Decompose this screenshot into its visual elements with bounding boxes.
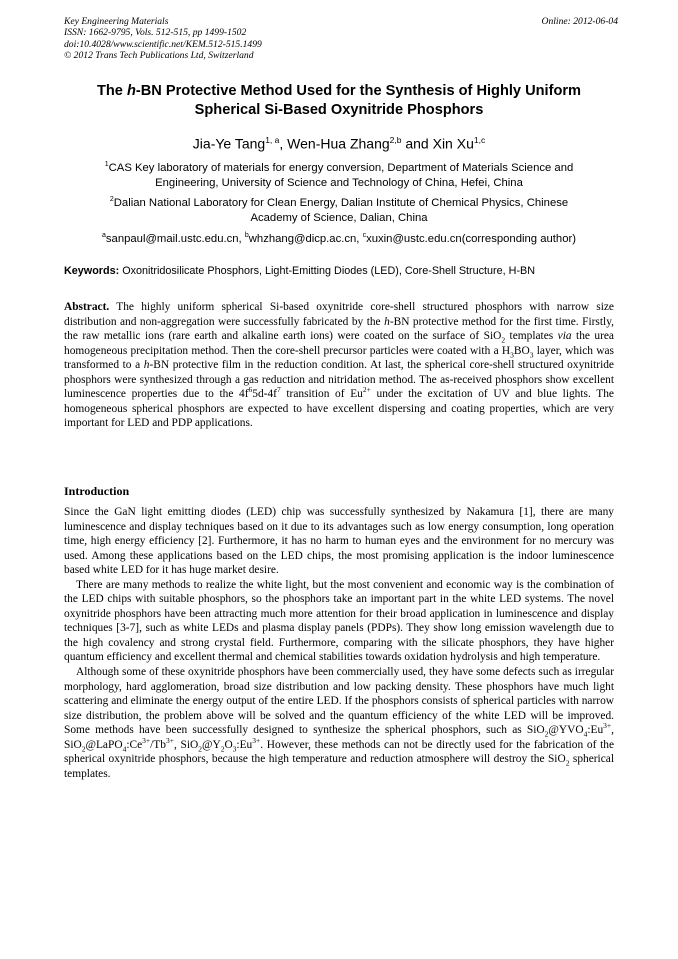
title-line1: -BN Protective Method Used for the Synthesis of Highly Uniform	[135, 83, 582, 99]
intro-paragraph-1: Since the GaN light emitting diodes (LED) chip was successfully synthesized by Nakamura [1], there are many luminescence and display techniques based on it due to its advantages such as low energy consumption, long operation time, high energy efficiency [2]. Furthermore, it has no harm to human eyes and the environment for no mercury was used. Among these applications based on the LED chips, the most promising application is the indoor luminescence based white LED for it has huge market desire.	[64, 506, 614, 577]
journal-name: Key Engineering Materials	[64, 16, 169, 27]
introduction-body	[64, 505, 614, 781]
p3-sup: 3+	[252, 735, 261, 745]
p3-text: , SiO	[64, 724, 614, 751]
title-pre: The	[96, 83, 127, 99]
p3-text: :Eu	[236, 738, 253, 751]
aff-text: CAS Key laboratory of materials for energy conversion, Department of Materials Science and	[108, 161, 574, 174]
p3-text: /Tb	[150, 738, 166, 751]
abstract-text: -BN protective method for the first time. Firstly, the raw metallic ions (rare earth and alkaline earth ions) were coated on the surface of SiO	[64, 315, 614, 343]
title-italic: h	[126, 83, 136, 99]
abstract-text: templates	[505, 330, 558, 343]
p3-text: Although some of these oxynitride phosphors have been commercially used, they have some defects such as irregular morphology, hard agglomeration, broad size distribution and low packing density. These phosphors have much light scattering and eliminate the energy output of the entire LED. If the phosphors consists of spherical particles with narrow size distribution, the problem above will be solved and the quantum efficiency of the white LED will be improved. Some methods have been successfully designed to synthesize the spherical phosphors, such as SiO	[64, 666, 614, 737]
author-3: Xin Xu	[432, 135, 474, 152]
author-3-sup: 1,c	[473, 135, 486, 145]
abstract-text: The highly uniform spherical Si-based oxynitride core-shell structured phosphors with narrow size distribution and non-aggregation were successfully fabricated by the	[64, 301, 614, 328]
p3-text: @LaPO	[85, 738, 123, 751]
abstract-sup: 2+	[362, 385, 371, 395]
email-sup: a	[101, 232, 106, 239]
p3-sup: 3+	[603, 721, 612, 731]
abstract-text: -BN protective film in the reduction condition. At last, the spherical core-shell structured oxynitride phosphors were synthesized through a gas reduction and nitridation method. The as-received phosphors show excellent luminescence properties due to the 4f	[64, 359, 614, 401]
email-sup: b	[244, 232, 249, 239]
email-b: whzhang@dicp.ac.cn,	[248, 232, 363, 245]
p3-sub: 2	[198, 744, 202, 754]
abstract-text: layer, which was transformed to a	[64, 344, 614, 372]
p3-sub: 2	[81, 744, 86, 754]
p3-sub: 3	[232, 744, 237, 754]
abstract-italic: via	[557, 330, 572, 343]
p3-text: O	[224, 738, 233, 751]
affiliation-1	[66, 157, 612, 192]
keywords-line	[64, 264, 620, 279]
author-1: Jia-Ye Tang	[192, 135, 266, 152]
intro-paragraph-2: There are many methods to realize the white light, but the most convenient and economic way is the combination of the LED chips with suitable phosphors, so the phosphors take an important part in the white LED systems. The novel oxynitride phosphors have been attracting much more attention for their broad application in luminescence and display techniques [3-7], such as white LEDs and plasma display panels (PDPs). They show long emission wavelength due to the high covalency and strong crystal field. Furthermore, comparing with the silicate phosphors, they have higher quantum efficiency and excellent thermal and chemical stabilities towards oxidation hydrolysis and high temperature.	[64, 578, 614, 664]
p3-text: @Y	[201, 738, 221, 751]
keywords-text: Oxonitridosilicate Phosphors, Light-Emitting Diodes (LED), Core-Shell Structure, H-BN	[119, 265, 536, 277]
p3-text: spherical templates.	[64, 753, 614, 780]
aff-sup: 1	[104, 161, 109, 168]
title-line2: Spherical Si-Based Oxynitride Phosphors	[194, 102, 484, 118]
intro-paragraph-3	[64, 665, 614, 781]
abstract-italic: h	[384, 315, 390, 328]
author-1-sup: 1, a	[265, 135, 280, 145]
keywords-label: Keywords:	[64, 265, 120, 277]
abstract-text: 5d-4f	[252, 388, 277, 401]
publication-header	[64, 16, 618, 61]
email-c: xuxin@ustc.edu.cn(corresponding author)	[366, 232, 576, 245]
aff-sup: 2	[109, 196, 114, 203]
copyright-line: © 2012 Trans Tech Publications Ltd, Switzerland	[64, 49, 254, 61]
aff-text: Academy of Science, Dalian, China	[250, 212, 428, 225]
p3-sub: 2	[220, 744, 225, 754]
abstract-text: under the excitation of UV and blue lights. The homogeneous spherical phosphors are expected to have excellent dispersing and coating properties, which are very important for LED and PDP applications.	[64, 388, 614, 430]
abstract-sup: 7	[276, 385, 281, 395]
aff-text: Engineering, University of Science and Technology of China, Hefei, China	[155, 177, 523, 190]
introduction-heading: Introduction	[64, 484, 130, 498]
email-sup: c	[362, 232, 367, 239]
p3-text: @YVO	[548, 724, 584, 737]
email-a: sanpaul@mail.ustc.edu.cn,	[105, 232, 245, 245]
p3-sub: 4	[122, 744, 127, 754]
abstract-sub: 2	[501, 335, 506, 345]
abstract-label: Abstract.	[64, 301, 110, 313]
p3-sup: 3+	[165, 735, 174, 745]
aff-text: Dalian National Laboratory for Clean Energy, Dalian Institute of Chemical Physics, Chinese	[113, 196, 569, 209]
p3-text: :Ce	[126, 738, 143, 751]
p3-sub: 4	[583, 729, 588, 739]
p3-text: , SiO	[173, 738, 199, 751]
p3-sub: 2	[544, 729, 549, 739]
email-list	[66, 228, 612, 247]
abstract-text: the urea homogeneous precipitation method. Then the core-shell precursor particles were coated with a H	[64, 330, 614, 357]
author-sep: and	[401, 135, 433, 152]
p3-sub: 2	[565, 758, 570, 768]
online-date: Online: 2012-06-04	[541, 16, 618, 27]
abstract-sub: 3	[529, 349, 534, 359]
abstract-text: BO	[513, 344, 530, 357]
abstract	[64, 300, 614, 431]
author-list	[60, 131, 618, 153]
author-2-sup: 2,b	[389, 135, 402, 145]
abstract-sub: 3	[510, 349, 514, 359]
affiliation-2	[66, 192, 612, 227]
p3-text: :Eu	[587, 724, 604, 737]
doi-line: doi:10.4028/www.scientific.net/KEM.512-515.1499	[64, 38, 262, 50]
abstract-text: transition of Eu	[280, 388, 363, 401]
abstract-italic: h	[143, 359, 150, 372]
paper-title	[60, 82, 618, 120]
p3-text: . However, these methods can not be directly used for the fabrication of the spherical oxynitride phosphors, because the high temperature and reduction atmosphere will destroy the SiO	[64, 738, 615, 766]
author-sep: ,	[279, 135, 288, 152]
issn-line: ISSN: 1662-9795, Vols. 512-515, pp 1499-1502	[64, 27, 247, 39]
abstract-sup: 6	[248, 385, 253, 395]
author-2: Wen-Hua Zhang	[287, 135, 390, 152]
p3-sup: 3+	[142, 735, 151, 745]
